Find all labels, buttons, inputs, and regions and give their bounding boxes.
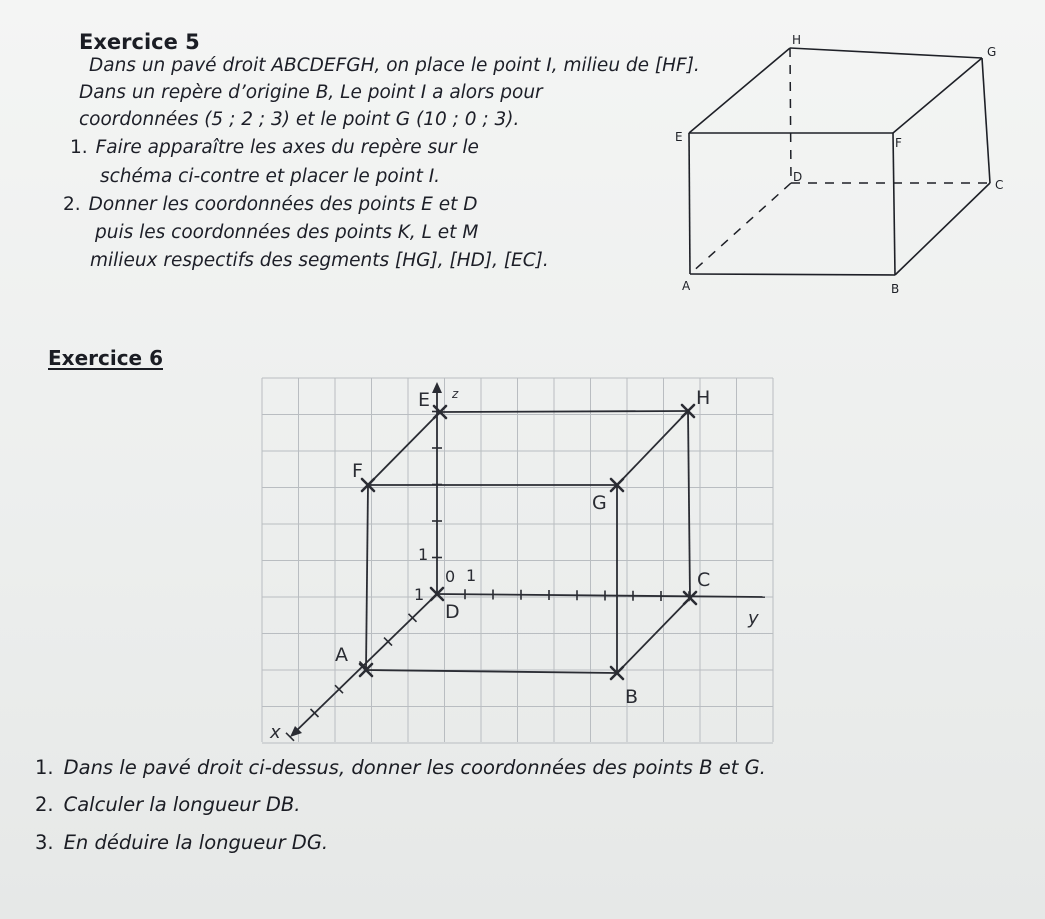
ex6-label-B: B [625, 686, 639, 708]
ex6-label-one-y: 1 [466, 566, 477, 585]
question-text: Calculer la longueur DB. [63, 793, 301, 816]
ex6-label-E: E [418, 389, 431, 411]
ex6-label-one-z: 1 [418, 545, 429, 564]
edge-HG [617, 411, 688, 485]
ex6-label-A: A [335, 644, 348, 666]
exercise5-intro-line-3: coordonnées (5 ; 2 ; 3) et le point G (10 ; 0 ; 3). [79, 109, 520, 130]
ex6-label-F: F [352, 460, 363, 482]
ex5-label-H: H [792, 33, 802, 47]
ex6-label-y: y [748, 608, 759, 629]
ex6-label-G: G [592, 492, 607, 514]
ex6-label-z: z [452, 387, 459, 401]
ex6-label-C: C [697, 569, 711, 591]
question-text: En déduire la longueur DG. [63, 831, 329, 854]
question-text: Faire apparaître les axes du repère sur le [95, 137, 479, 158]
x-axis [292, 594, 437, 735]
edge-BC [617, 598, 690, 673]
question-number: 1. [70, 137, 88, 158]
ex5-label-F: F [895, 136, 902, 150]
ex5-label-E: E [675, 130, 683, 144]
ex6-label-x: x [270, 722, 281, 743]
ex6-label-H: H [696, 387, 711, 409]
ex5-label-C: C [995, 178, 1004, 192]
exercise6-question-1 [35, 756, 766, 779]
exercise6-question-3 [35, 831, 328, 854]
question-text: Dans le pavé droit ci-dessus, donner les coordonnées des points B et G. [63, 756, 766, 779]
exercise5-intro-line-2: Dans un repère d’origine B, Le point I a alors pour [79, 82, 543, 103]
exercise5-intro-line-1: Dans un pavé droit ABCDEFGH, on place le point I, milieu de [HF]. [89, 55, 700, 76]
question-text: Donner les coordonnées des points E et D [88, 194, 478, 215]
ex5-label-A: A [682, 279, 691, 293]
question-number: 1. [35, 756, 54, 779]
ex5-label-G: G [987, 45, 997, 59]
question-number: 2. [63, 194, 81, 215]
question-number: 3. [35, 831, 54, 854]
question-number: 2. [35, 793, 54, 816]
ex5-label-B: B [891, 282, 900, 296]
edge-EH [440, 411, 688, 412]
exercise5-question-2-cont-1: puis les coordonnées des points K, L et M [95, 222, 479, 243]
z-axis-arrow [432, 382, 442, 393]
exercise6-question-2 [35, 793, 300, 816]
edge-HC [688, 411, 690, 598]
ex6-label-D: D [445, 601, 460, 623]
exercise5-question-2-cont-2: milieux respectifs des segments [HG], [HD], [EC]. [90, 250, 549, 271]
edge-FA [366, 485, 368, 670]
exercise6-title: Exercice 6 [48, 346, 163, 370]
exercise5-title: Exercice 5 [79, 30, 200, 54]
exercise5-question-1-cont: schéma ci-contre et placer le point I. [100, 166, 441, 187]
ex5-label-D: D [793, 170, 803, 184]
ex6-label-zero: 0 [445, 567, 456, 586]
edge-EF [368, 412, 440, 485]
ex6-label-one-x: 1 [414, 585, 425, 604]
